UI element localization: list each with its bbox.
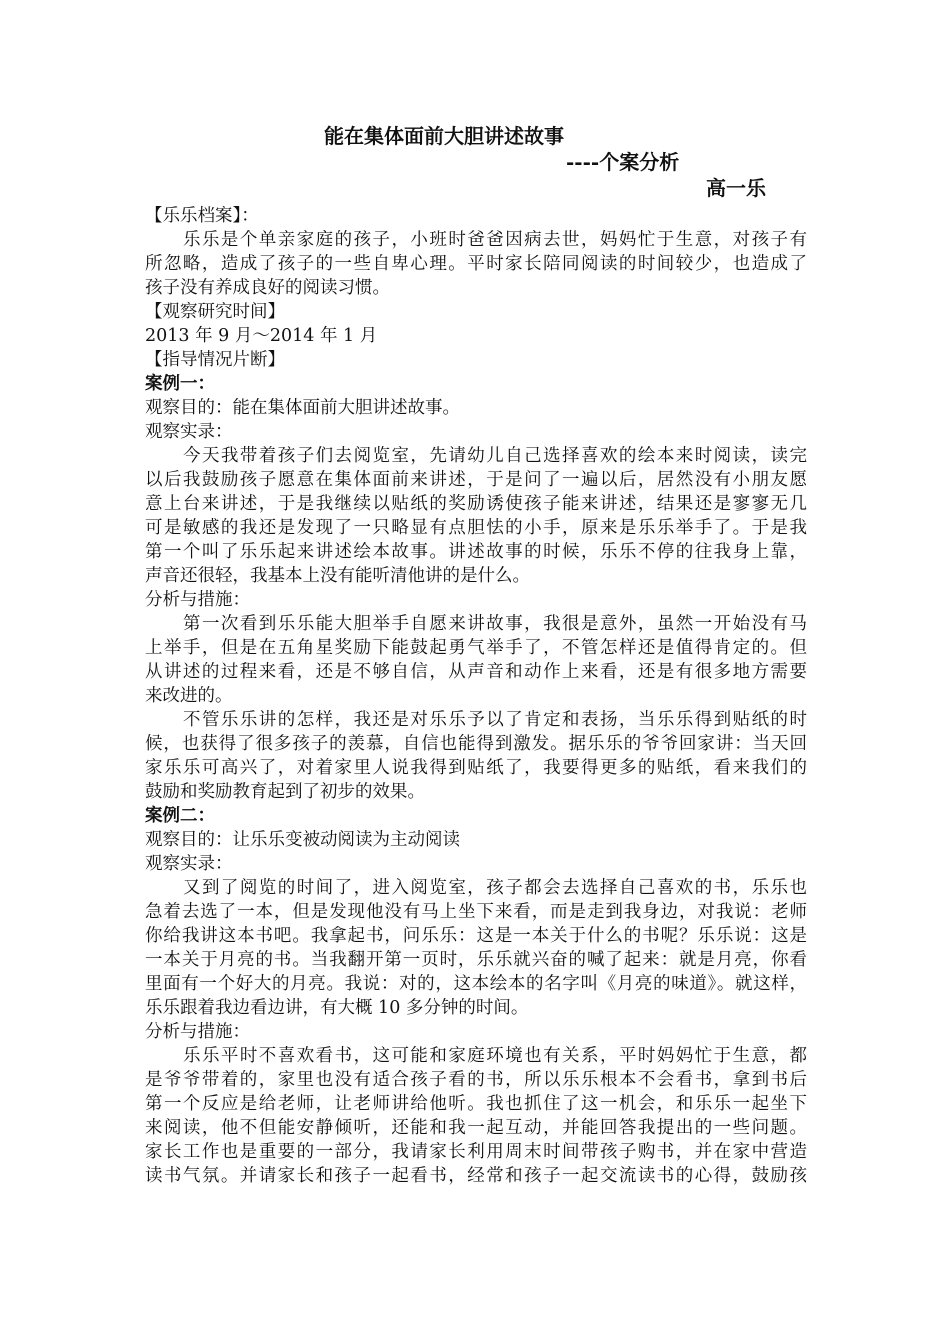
paragraph-line: 今天我带着孩子们去阅览室，先请幼儿自己选择喜欢的绘本来时阅读，读完 bbox=[183, 446, 807, 466]
paragraph-line: 分析与措施： bbox=[145, 590, 250, 610]
paragraph-line: 观察目的：让乐乐变被动阅读为主动阅读 bbox=[145, 830, 460, 850]
paragraph-line: 家乐乐可高兴了，对着家里人说我得到贴纸了，我要得更多的贴纸，看来我们的 bbox=[145, 758, 807, 778]
paragraph-line: 可是敏感的我还是发现了一只略显有点胆怯的小手，原来是乐乐举手了。于是我 bbox=[145, 518, 807, 538]
paragraph-line: 第一个反应是给老师，让老师讲给他听。我也抓住了这一机会，和乐乐一起坐下 bbox=[145, 1094, 807, 1114]
doc-author: 高一乐 bbox=[706, 176, 766, 200]
paragraph-line: 候，也获得了很多孩子的羡慕，自信也能得到激发。据乐乐的爷爷回家讲：当天回 bbox=[145, 734, 807, 754]
paragraph-line: 来改进的。 bbox=[145, 686, 233, 706]
date-range: 2013 年 9 月～2014 年 1 月 bbox=[145, 326, 378, 346]
paragraph-line: 鼓励和奖励教育起到了初步的效果。 bbox=[145, 782, 425, 802]
section-heading: 【乐乐档案】： bbox=[145, 206, 259, 226]
paragraph-line: 乐乐跟着我边看边讲，有大概 10 多分钟的时间。 bbox=[145, 998, 529, 1018]
paragraph-line: 意上台来讲述，于是我继续以贴纸的奖励诱使孩子能来讲述，结果还是寥寥无几 bbox=[145, 494, 807, 514]
paragraph-line: 观察目的：能在集体面前大胆讲述故事。 bbox=[145, 398, 460, 418]
paragraph-line: 你给我讲这本书吧。我拿起书，问乐乐：这是一本关于什么的书呢？乐乐说：这是 bbox=[145, 926, 807, 946]
paragraph-line: 第一个叫了乐乐起来讲述绘本故事。讲述故事的时候，乐乐不停的往我身上靠， bbox=[145, 542, 807, 562]
paragraph-line: 分析与措施： bbox=[145, 1022, 250, 1042]
paragraph-line: 读书气氛。并请家长和孩子一起看书，经常和孩子一起交流读书的心得，鼓励孩 bbox=[145, 1166, 807, 1186]
paragraph-line: 来阅读，他不但能安静倾听，还能和我一起互动，并能回答我提出的一些问题。 bbox=[145, 1118, 807, 1138]
paragraph-line: 家长工作也是重要的一部分，我请家长利用周末时间带孩子购书，并在家中营造 bbox=[145, 1142, 807, 1162]
paragraph-line: 孩子没有养成良好的阅读习惯。 bbox=[145, 278, 390, 298]
paragraph-line: 从讲述的过程来看，还是不够自信，从声音和动作上来看，还是有很多地方需要 bbox=[145, 662, 807, 682]
paragraph-line: 乐乐平时不喜欢看书，这可能和家庭环境也有关系，平时妈妈忙于生意，都 bbox=[183, 1046, 807, 1066]
case-heading: 案例二： bbox=[145, 806, 215, 826]
section-heading: 【指导情况片断】 bbox=[145, 350, 285, 370]
paragraph-line: 又到了阅览的时间了，进入阅览室，孩子都会去选择自己喜欢的书，乐乐也 bbox=[183, 878, 807, 898]
paragraph-line: 上举手，但是在五角星奖励下能鼓起勇气举手了，不管怎样还是值得肯定的。但 bbox=[145, 638, 807, 658]
paragraph-line: 声音还很轻，我基本上没有能听清他讲的是什么。 bbox=[145, 566, 530, 586]
paragraph-line: 急着去选了一本，但是发现他没有马上坐下来看，而是走到我身边，对我说：老师 bbox=[145, 902, 807, 922]
paragraph-line: 是爷爷带着的，家里也没有适合孩子看的书，所以乐乐根本不会看书，拿到书后 bbox=[145, 1070, 807, 1090]
doc-title: 能在集体面前大胆讲述故事 bbox=[324, 124, 564, 148]
paragraph-line: 第一次看到乐乐能大胆举手自愿来讲故事，我很是意外，虽然一开始没有马 bbox=[183, 614, 807, 634]
paragraph-line: 乐乐是个单亲家庭的孩子，小班时爸爸因病去世，妈妈忙于生意，对孩子有 bbox=[183, 230, 807, 250]
doc-subtitle: ----个案分析 bbox=[566, 150, 680, 174]
paragraph-line: 观察实录： bbox=[145, 854, 233, 874]
case-heading: 案例一： bbox=[145, 374, 215, 394]
paragraph-line: 不管乐乐讲的怎样，我还是对乐乐予以了肯定和表扬，当乐乐得到贴纸的时 bbox=[183, 710, 807, 730]
paragraph-line: 观察实录： bbox=[145, 422, 233, 442]
section-heading: 【观察研究时间】 bbox=[145, 302, 285, 322]
paragraph-line: 所忽略，造成了孩子的一些自卑心理。平时家长陪同阅读的时间较少，也造成了 bbox=[145, 254, 807, 274]
paragraph-line: 里面有一个好大的月亮。我说：对的，这本绘本的名字叫《月亮的味道》。就这样， bbox=[145, 974, 807, 994]
paragraph-line: 一本关于月亮的书。当我翻开第一页时，乐乐就兴奋的喊了起来：就是月亮，你看 bbox=[145, 950, 807, 970]
paragraph-line: 以后我鼓励孩子愿意在集体面前来讲述，于是问了一遍以后，居然没有小朋友愿 bbox=[145, 470, 807, 490]
